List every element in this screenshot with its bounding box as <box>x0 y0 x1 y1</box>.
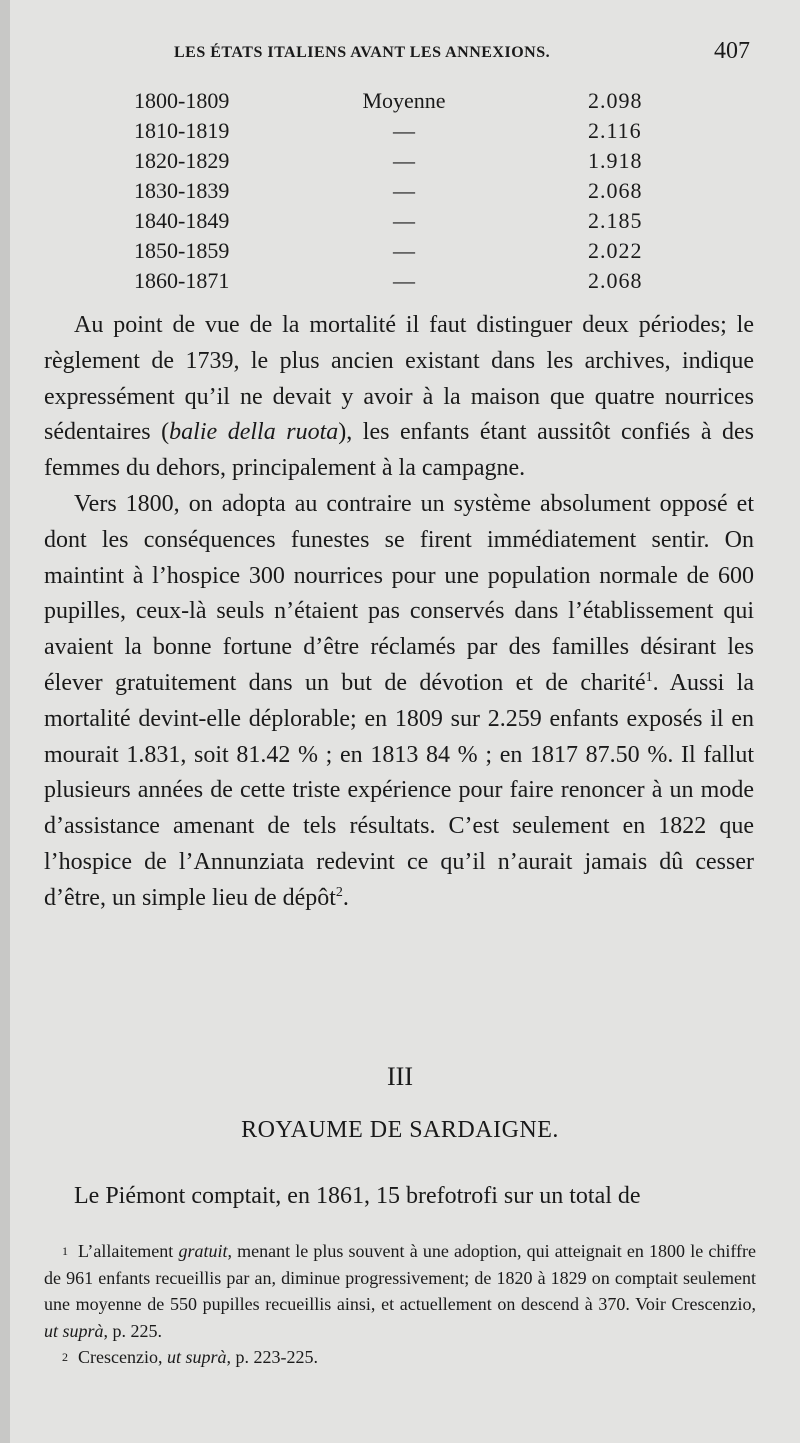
body-text-continued <box>44 1178 754 1214</box>
row-label: — <box>393 268 415 293</box>
row-period: 1830-1839 <box>134 178 230 203</box>
section-number: III <box>387 1062 413 1091</box>
row-value: 2.068 <box>588 268 643 293</box>
page-number: 407 <box>714 38 750 64</box>
row-value: 2.098 <box>588 88 643 113</box>
footnote-1 <box>44 1238 756 1344</box>
table-row <box>0 148 800 178</box>
italic-term: gratuit <box>178 1241 228 1261</box>
body-text <box>44 308 754 917</box>
footnote-mark: 2 <box>62 1350 68 1364</box>
row-value: 2.022 <box>588 238 643 263</box>
row-value: 1.918 <box>588 148 643 173</box>
footnote-2 <box>44 1344 756 1371</box>
footnote-mark: 1 <box>62 1244 68 1258</box>
row-label: — <box>393 238 415 263</box>
row-label: Moyenne <box>362 88 446 113</box>
row-value: 2.068 <box>588 178 643 203</box>
footnote-ref-2: 2 <box>335 884 343 900</box>
italic-term: balie della ruota <box>169 419 339 446</box>
row-period: 1860-1871 <box>134 268 230 293</box>
text-run: Vers 1800, on adopta au contraire un système absolument opposé et dont les conséquences funestes se firent immédiatement sentir. On maintint à l’hospice 300 nourrices pour une population normale de 600 pupilles, ceux-là seuls n’étaient pas conservés dans l’établissement qui avaient la bonne fortune d’être réclamés par des familles désirant les élever gratuitement dans un but de dévotion et de charité <box>44 490 754 696</box>
text-run: L’allaitement <box>78 1241 179 1261</box>
row-period: 1810-1819 <box>134 118 230 143</box>
text-run: , menant le plus souvent à une adoption, qui atteignait en 1800 le chiffre de 961 enfants recueillis par an, diminue progressivement; de 1820 à 1829 on comptait seulement une moyenne de 550 pupilles recueillis ainsi, et actuellement on descend à 370. Voir Crescenzio, <box>44 1241 756 1314</box>
table-row <box>0 238 800 268</box>
mortality-average-table <box>0 88 800 298</box>
italic-term: ut suprà <box>44 1320 104 1341</box>
text-run: Crescenzio, <box>78 1347 167 1367</box>
paragraph-piemont: Le Piémont comptait, en 1861, 15 brefotrofi sur un total de <box>74 1183 641 1209</box>
text-run: Au point de vue de la mortalité il faut distinguer deux périodes; le règlement de 1739, le plus ancien existant dans les archives, indique expressément qu’il ne devait y avoir à la maison que quatre nourrices sédentaires ( <box>44 312 754 446</box>
row-period: 1800-1809 <box>134 88 230 113</box>
text-run: , p. 225. <box>103 1320 163 1341</box>
row-period: 1850-1859 <box>134 238 230 263</box>
row-value: 2.116 <box>588 118 642 143</box>
row-value: 2.185 <box>588 208 643 233</box>
table-row <box>0 268 800 298</box>
text-run: ), les enfants étant aussitôt confiés à des femmes du dehors, principalement à la campagne. <box>44 419 755 482</box>
footnotes <box>44 1238 756 1371</box>
table-row <box>0 178 800 208</box>
table-row <box>0 118 800 148</box>
row-period: 1820-1829 <box>134 148 230 173</box>
table-row <box>0 88 800 118</box>
section-title: ROYAUME DE SARDAIGNE. <box>241 1117 559 1143</box>
paragraph-system-1800 <box>44 487 754 917</box>
row-label: — <box>393 118 415 143</box>
row-label: — <box>393 148 415 173</box>
paragraph-mortality-periods <box>44 308 754 487</box>
row-label: — <box>393 178 415 203</box>
page-header <box>174 36 750 72</box>
text-run: , p. 223-225. <box>226 1347 318 1367</box>
text-run: . Aussi la mortalité devint-elle déplorable; en 1809 sur 2.259 enfants exposés il en mourait 1.831, soit 81.42 % ; en 1813 84 % ; en 1817 87.50 %. Il fallut plusieurs années de cette triste expérience pour faire renoncer à un mode d’assistance amenant de tels résultats. C’est seulement en 1822 que l’hospice de l’Annunziata redevint ce qu’il n’aurait jamais dû cesser d’être, un simple lieu de dépôt <box>44 669 754 911</box>
footnote-ref-1: 1 <box>645 669 653 685</box>
table-row <box>0 208 800 238</box>
text-run: . <box>342 884 349 911</box>
italic-term: ut suprà <box>166 1347 227 1367</box>
running-head: LES ÉTATS ITALIENS AVANT LES ANNEXIONS. <box>174 44 551 61</box>
row-label: — <box>393 208 415 233</box>
row-period: 1840-1849 <box>134 208 230 233</box>
